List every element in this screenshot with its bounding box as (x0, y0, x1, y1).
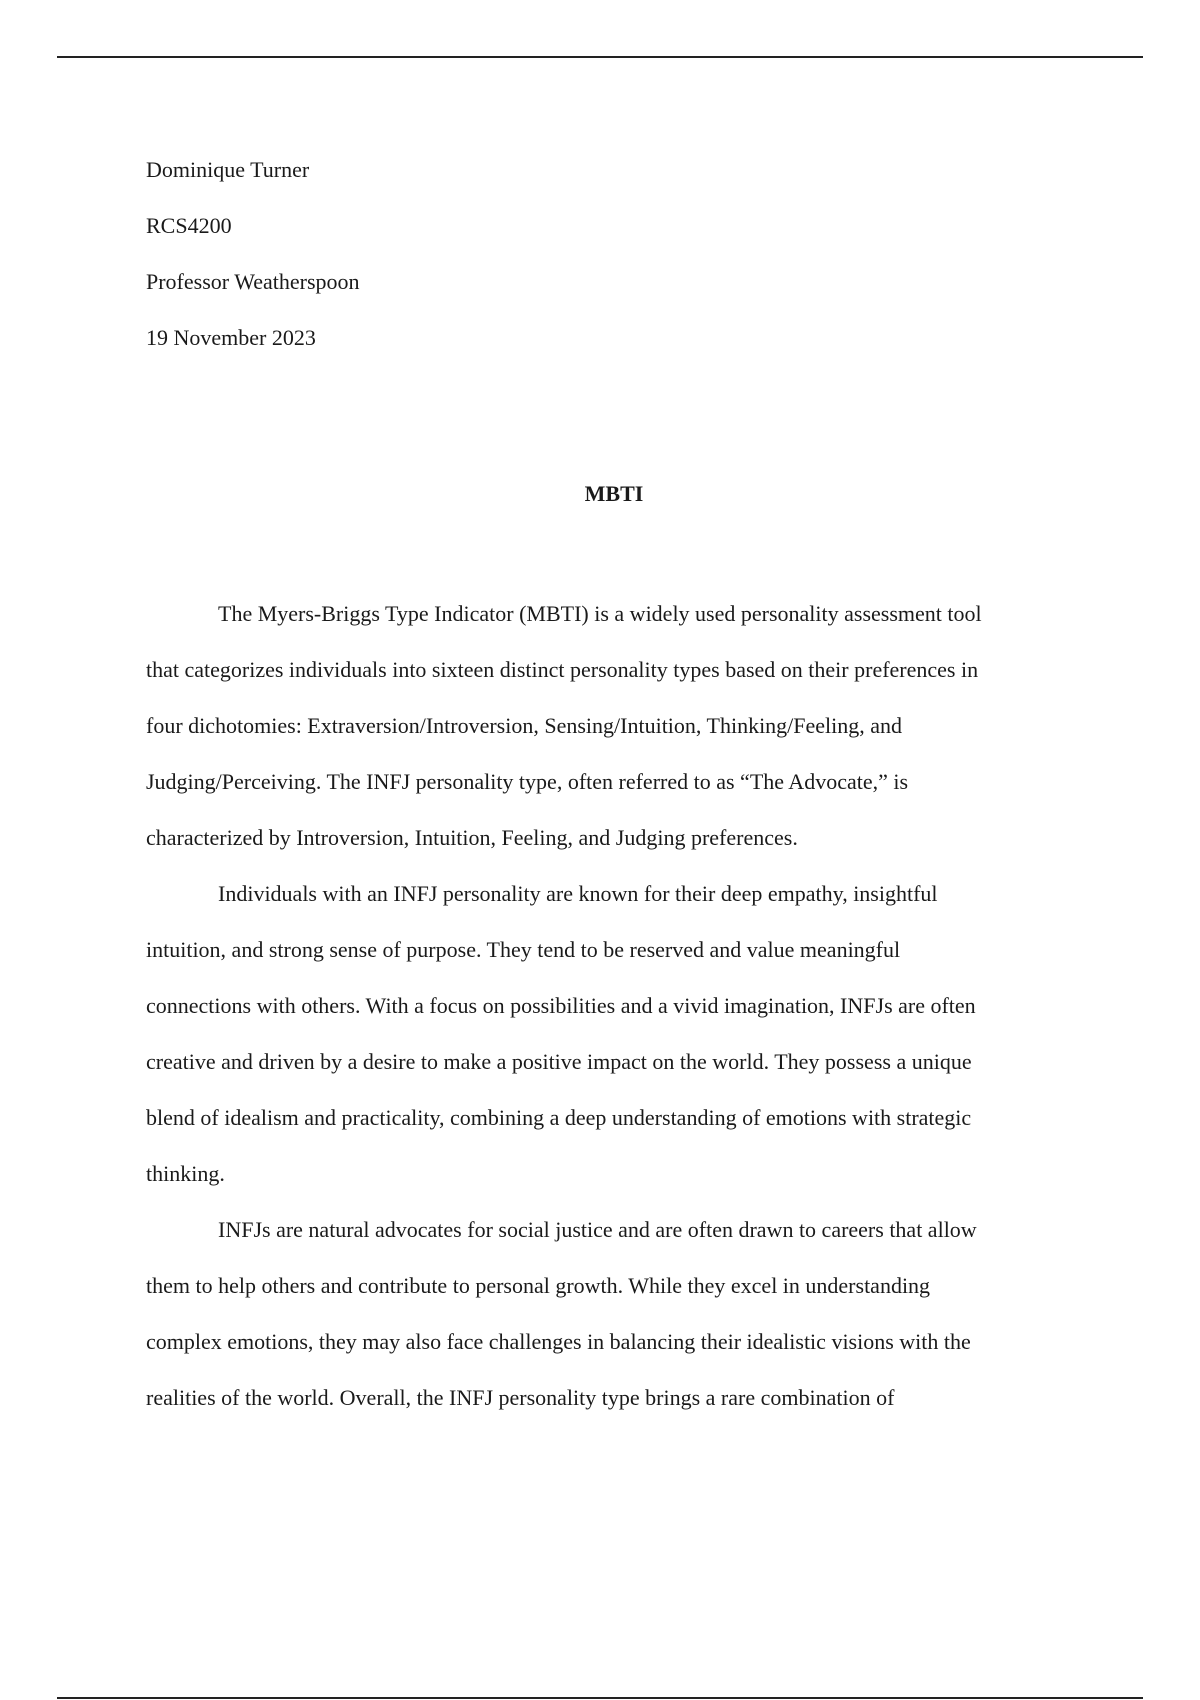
course-code: RCS4200 (146, 213, 232, 238)
body-line: four dichotomies: Extraversion/Introversion, Sensing/Intuition, Thinking/Feeling, and (146, 713, 903, 738)
body-line: creative and driven by a desire to make a positive impact on the world. They possess a unique (146, 1049, 972, 1074)
body-line: thinking. (146, 1161, 225, 1186)
body-line: them to help others and contribute to personal growth. While they excel in understanding (146, 1273, 931, 1298)
author-name: Dominique Turner (146, 157, 310, 182)
body-line: complex emotions, they may also face challenges in balancing their idealistic visions with the (146, 1329, 971, 1354)
document-header (146, 142, 360, 366)
body-line: intuition, and strong sense of purpose. They tend to be reserved and value meaningful (146, 937, 901, 962)
bottom-page-rule (57, 1697, 1143, 1699)
body-line: INFJs are natural advocates for social justice and are often drawn to careers that allow (218, 1217, 977, 1242)
body-line: that categorizes individuals into sixteen distinct personality types based on their preferences in (146, 657, 979, 682)
body-line: Judging/Perceiving. The INFJ personality type, often referred to as “The Advocate,” is (146, 769, 909, 794)
document-body (146, 586, 1068, 1426)
body-line: characterized by Introversion, Intuition, Feeling, and Judging preferences. (146, 825, 798, 850)
top-page-rule (57, 56, 1143, 58)
body-line: connections with others. With a focus on possibilities and a vivid imagination, INFJs are often (146, 993, 976, 1018)
body-line: Individuals with an INFJ personality are known for their deep empathy, insightful (218, 881, 938, 906)
document-title: MBTI (584, 481, 644, 506)
instructor-name: Professor Weatherspoon (146, 269, 360, 294)
body-line: The Myers-Briggs Type Indicator (MBTI) is a widely used personality assessment tool (218, 601, 982, 626)
body-line: blend of idealism and practicality, combining a deep understanding of emotions with strategic (146, 1105, 972, 1130)
body-line: realities of the world. Overall, the INFJ personality type brings a rare combination of (146, 1385, 895, 1410)
document-date: 19 November 2023 (146, 325, 316, 350)
